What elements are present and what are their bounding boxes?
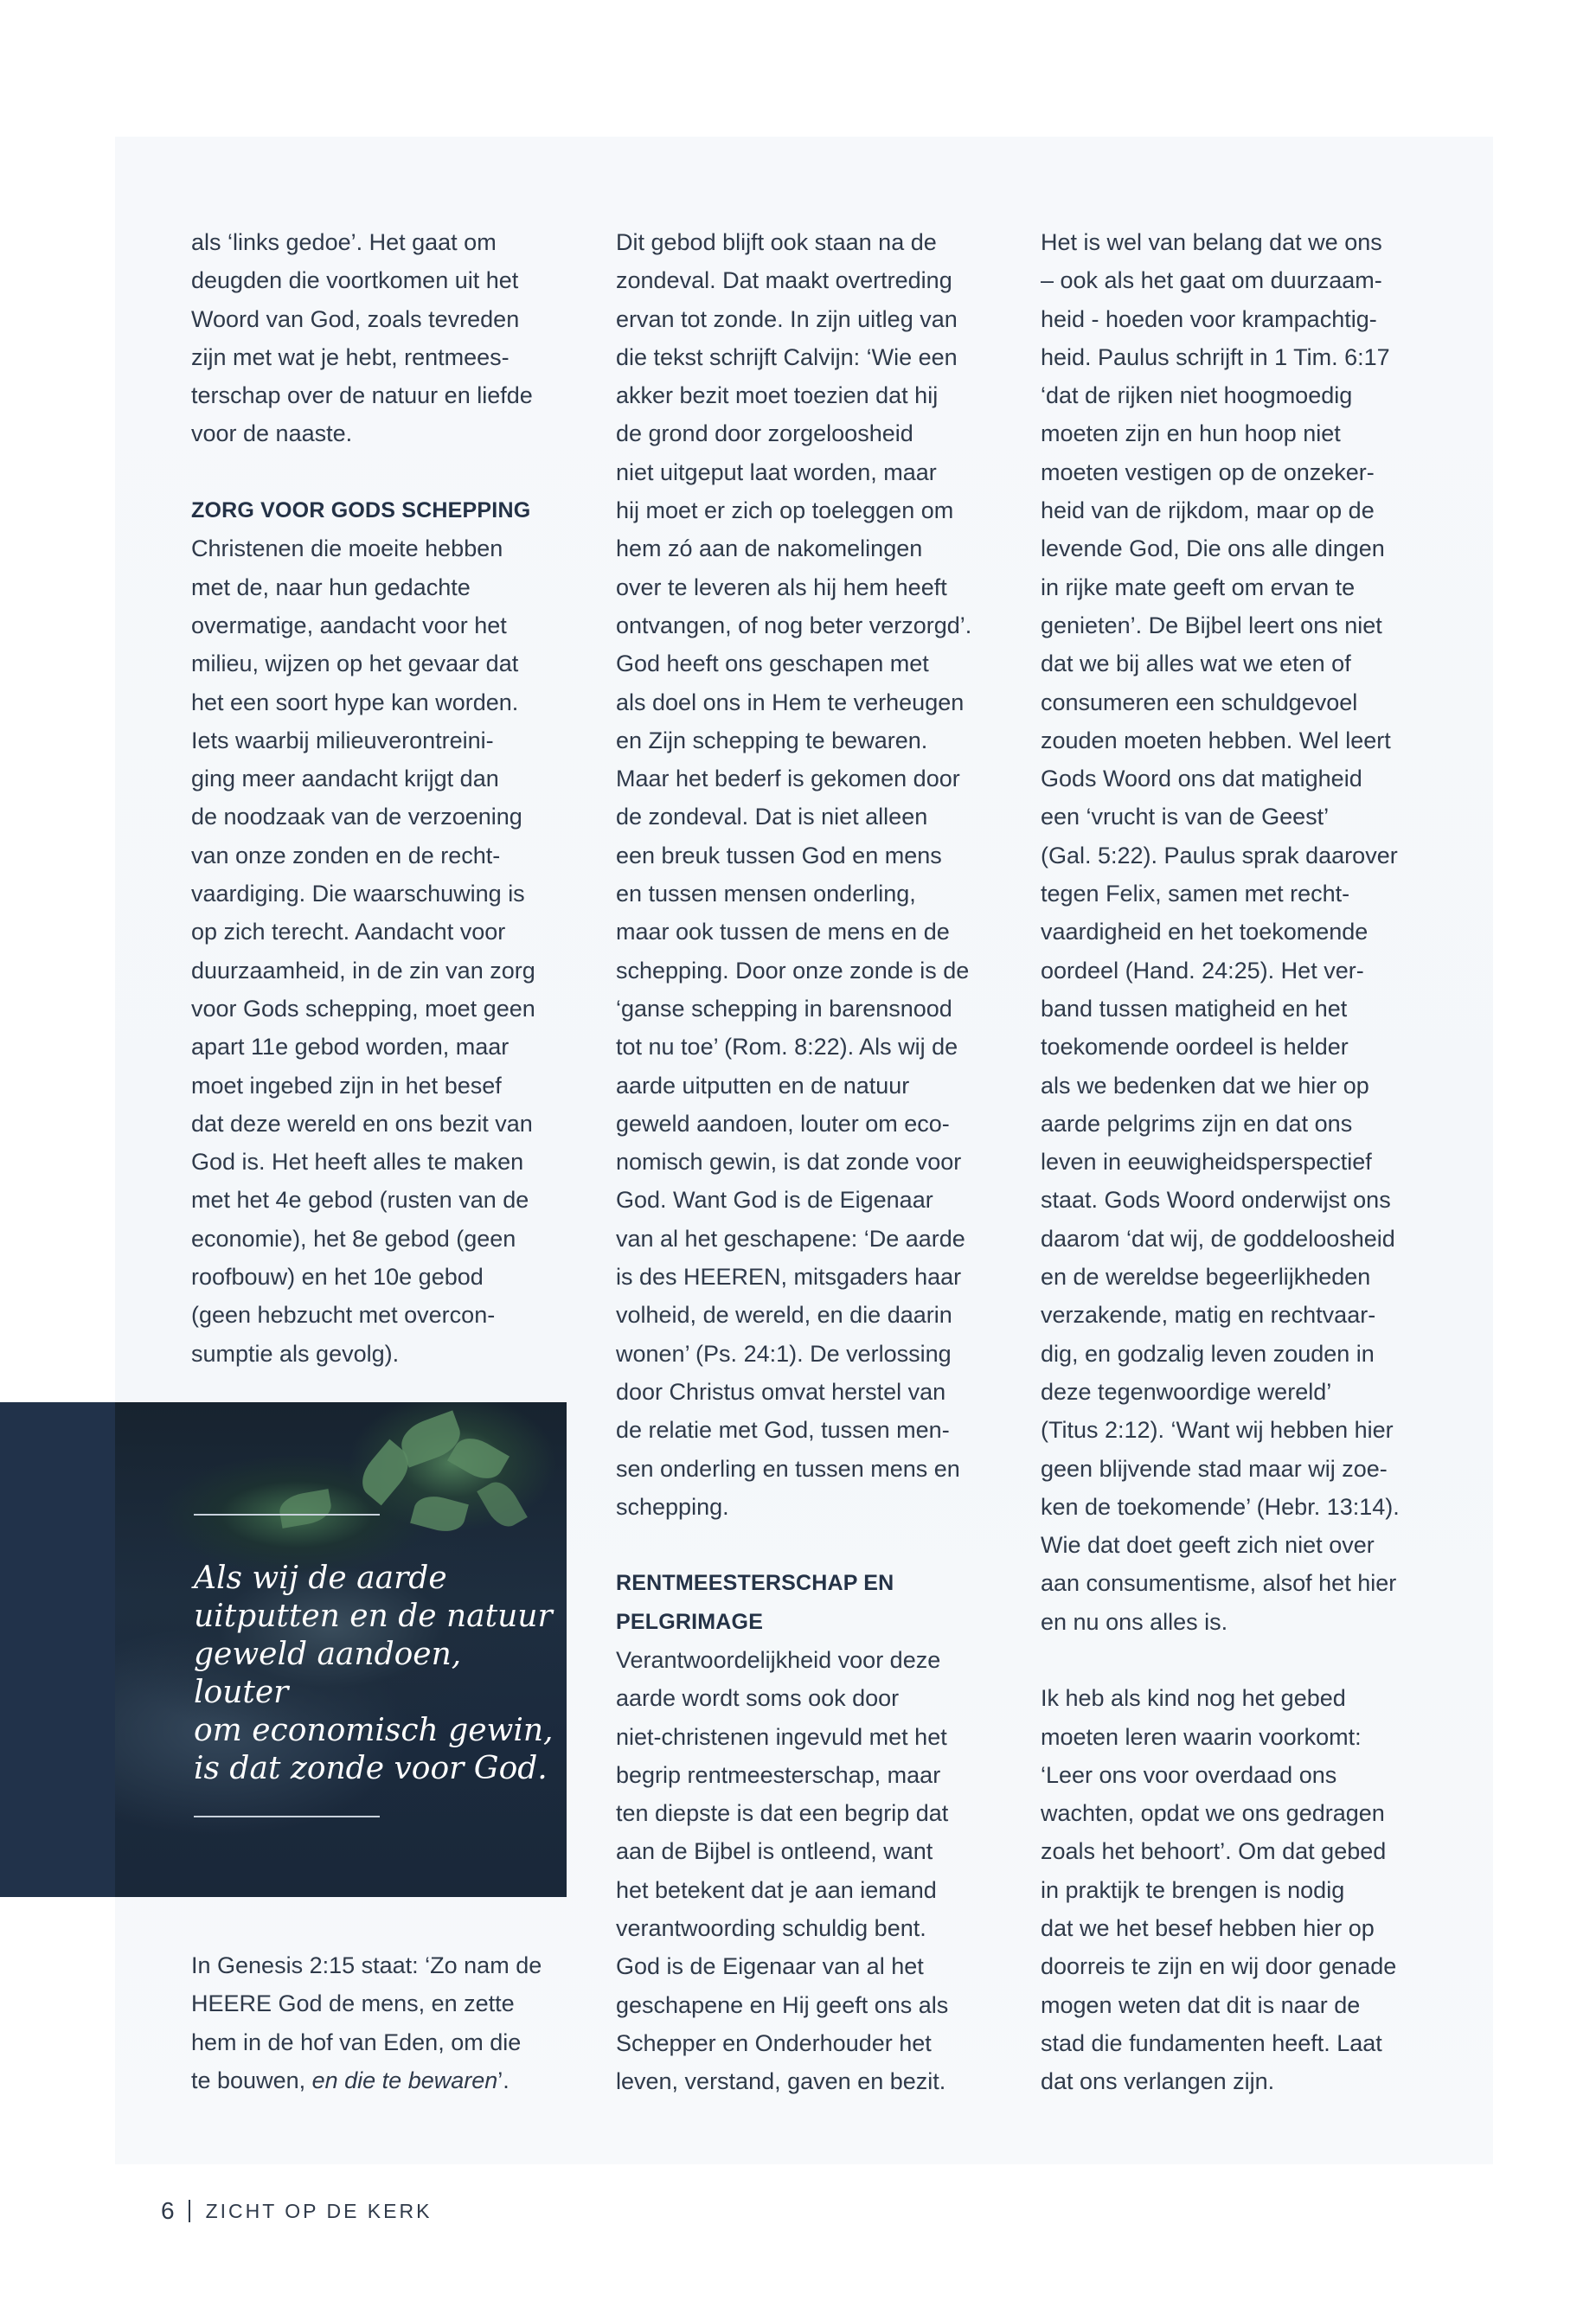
text-line: terschap over de natuur en liefde [191, 382, 533, 409]
page-number: 6 [161, 2197, 175, 2224]
text-line: zoals het behoort’. Om dat gebed [1041, 1838, 1387, 1865]
text-line: verantwoording schuldig bent. [616, 1915, 926, 1942]
text-line: begrip rentmeesterschap, maar [616, 1761, 941, 1788]
magazine-name: ZICHT OP DE KERK [205, 2199, 433, 2222]
page-footer [161, 2197, 432, 2225]
text-line: aan consumentisme, alsof het hier [1041, 1570, 1397, 1597]
text-line: heid van de rijkdom, maar op de [1041, 497, 1375, 524]
text-line: als doel ons in Hem te verheugen [616, 689, 965, 715]
quote-line-text: is dat zonde voor God. [194, 1751, 548, 1786]
text-line: aarde uitputten en de natuur [616, 1072, 910, 1099]
text-line: een ‘vrucht is van de Geest’ [1041, 804, 1330, 830]
text-line: hij moet er zich op toeleggen om [616, 497, 954, 524]
text-line: geschapene en Hij geeft ons als [616, 1991, 949, 2018]
column-1 [191, 223, 576, 1373]
text-line: moeten leren waarin voorkomt: [1041, 1723, 1362, 1750]
text-line: (Gal. 5:22). Paulus sprak daarover [1041, 842, 1398, 868]
text-italic: en die te bewaren [311, 2067, 498, 2093]
text-line: over te leveren als hij hem heeft [616, 574, 947, 600]
text-line: band tussen matigheid en het [1041, 995, 1348, 1022]
text-line: verzakende, matig en rechtvaar- [1041, 1302, 1376, 1329]
text-line: schepping. [616, 1493, 729, 1520]
col2-section-paragraph [616, 1641, 1001, 2101]
text-line: de grond door zorgeloosheid [616, 420, 913, 447]
text-line: milieu, wijzen op het gevaar dat [191, 651, 519, 677]
text-line: consumeren een schuldgevoel [1041, 689, 1358, 715]
text-line: deze tegenwoordige wereld’ [1041, 1378, 1332, 1405]
text-line: ken de toekomende’ (Hebr. 13:14). [1041, 1493, 1400, 1520]
text-line: met het 4e gebod (rusten van de [191, 1187, 529, 1214]
text-line: geweld aandoen, louter om eco- [616, 1110, 950, 1137]
text-line: Schepper en Onderhouder het [616, 2029, 932, 2056]
column-3 [1041, 223, 1426, 2101]
text-line: akker bezit moet toezien dat hij [616, 382, 939, 409]
text-line: ervan tot zonde. In zijn uitleg van [616, 305, 958, 332]
text-line: dat we het besef hebben hier op [1041, 1915, 1375, 1942]
text-line: Christenen die moeite hebben [191, 535, 503, 562]
text-plain: te bouwen, [191, 2067, 312, 2093]
text-line: ‘Leer ons voor overdaad ons [1041, 1761, 1337, 1788]
text-line: duurzaamheid, in de zin van zorg [191, 957, 535, 984]
quote-divider-top [194, 1514, 380, 1516]
quote-line-text: geweld aandoen, louter [194, 1637, 462, 1710]
text-line: Woord van God, zoals tevreden [191, 305, 520, 332]
plant-leaf-image [410, 1491, 469, 1536]
text-line: stad die fundamenten heeft. Laat [1041, 2029, 1382, 2056]
section-heading-pelgrimage: PELGRIMAGE [616, 1609, 764, 1634]
text-line: ‘dat de rijken niet hoogmoedig [1041, 382, 1353, 409]
decorative-dark-block [0, 1402, 121, 1897]
text-line: God. Want God is de Eigenaar [616, 1187, 933, 1214]
text-line: mogen weten dat dit is naar de [1041, 1991, 1361, 2018]
col3-paragraph [1041, 223, 1426, 1641]
col2-paragraph [616, 223, 1001, 1526]
column-2 [616, 223, 1001, 2101]
text-line: apart 11e gebod worden, maar [191, 1034, 510, 1061]
text-line: oordeel (Hand. 24:25). Het ver- [1041, 957, 1364, 984]
text-line: ontvangen, of nog beter verzorgd’. [616, 612, 972, 638]
text-line: die tekst schrijft Calvijn: ‘Wie een [616, 343, 958, 370]
text-line: – ook als het gaat om duurzaam- [1041, 267, 1382, 294]
text-line: sen onderling en tussen mens en [616, 1455, 960, 1482]
text-line: vaardigheid en het toekomende [1041, 919, 1368, 945]
text-line: leven in eeuwigheidsperspectief [1041, 1149, 1372, 1176]
text-line: (geen hebzucht met overcon- [191, 1302, 496, 1329]
text-line: is des HEEREN, mitsgaders haar [616, 1264, 962, 1291]
text-line: hem in de hof van Eden, om die [191, 2029, 522, 2055]
text-line: en Zijn schepping te bewaren. [616, 727, 928, 753]
column-1-bottom [191, 1946, 576, 2099]
col1-top-paragraph [191, 223, 576, 453]
text-line: als we bedenken dat we hier op [1041, 1072, 1369, 1099]
text-line: de noodzaak van de verzoening [191, 804, 522, 830]
text-line: van al het geschapene: ‘De aarde [616, 1225, 965, 1252]
text-line: roofbouw) en het 10e gebod [191, 1264, 484, 1291]
text-line: wachten, opdat we ons gedragen [1041, 1800, 1385, 1827]
text-line: Dit gebod blijft ook staan na de [616, 229, 937, 255]
text-line: een breuk tussen God en mens [616, 842, 942, 868]
text-line: leven, verstand, gaven en bezit. [616, 2068, 946, 2095]
text-line: moeten zijn en hun hoop niet [1041, 420, 1341, 447]
text-line: wonen’ (Ps. 24:1). De verlossing [616, 1340, 952, 1367]
text-line: Iets waarbij milieuverontreini- [191, 727, 494, 753]
text-line: God is. Het heeft alles te maken [191, 1149, 524, 1176]
text-line: de relatie met God, tussen men- [616, 1417, 950, 1444]
text-line: de zondeval. Dat is niet alleen [616, 804, 928, 830]
text-line: maar ook tussen de mens en de [616, 919, 950, 945]
text-line: deugden die voortkomen uit het [191, 267, 519, 294]
text-line: staat. Gods Woord onderwijst ons [1041, 1187, 1391, 1214]
text-line: HEERE God de mens, en zette [191, 1990, 515, 2017]
pull-quote-text [194, 1560, 557, 1788]
text-line: niet uitgeput laat worden, maar [616, 458, 937, 485]
text-line: hem zó aan de nakomelingen [616, 535, 923, 562]
text-line: genieten’. De Bijbel leert ons niet [1041, 612, 1382, 638]
plant-leaf-image [277, 1489, 333, 1529]
text-line: toekomende oordeel is helder [1041, 1034, 1349, 1061]
section-heading-rentmeesterschap: RENTMEESTERSCHAP EN [616, 1571, 894, 1596]
col3-final-paragraph [1041, 1679, 1426, 2100]
text-line: op zich terecht. Aandacht voor [191, 919, 506, 945]
text-plain: ’. [497, 2067, 510, 2093]
quote-line-text: Als wij de aarde [194, 1561, 447, 1596]
text-line: het een soort hype kan worden. [191, 689, 519, 715]
text-line: in rijke mate geeft om ervan te [1041, 574, 1356, 600]
text-line: Gods Woord ons dat matigheid [1041, 766, 1362, 792]
text-line: vaardiging. Die waarschuwing is [191, 881, 525, 907]
text-line: moeten vestigen op de onzeker- [1041, 458, 1375, 485]
text-line: dat ons verlangen zijn. [1041, 2068, 1275, 2095]
text-line: van onze zonden en de recht- [191, 842, 501, 868]
text-line: zouden moeten hebben. Wel leert [1041, 727, 1391, 753]
text-line: dig, en godzalig leven zouden in [1041, 1340, 1375, 1367]
text-line: moet ingebed zijn in het besef [191, 1072, 502, 1099]
text-line: Ik heb als kind nog het gebed [1041, 1685, 1346, 1712]
section-heading-zorg: ZORG VOOR GODS SCHEPPING [191, 498, 531, 523]
text-line: voor de naaste. [191, 420, 353, 447]
text-line: In Genesis 2:15 staat: ‘Zo nam de [191, 1952, 542, 1978]
text-line: Maar het bederf is gekomen door [616, 766, 960, 792]
text-line: niet-christenen ingevuld met het [616, 1723, 947, 1750]
text-line: in praktijk te brengen is nodig [1041, 1876, 1345, 1903]
text-line: met de, naar hun gedachte [191, 574, 471, 600]
text-line: God heeft ons geschapen met [616, 651, 929, 677]
text-line: ‘ganse schepping in barensnood [616, 995, 952, 1022]
text-line: Het is wel van belang dat we ons [1041, 229, 1382, 255]
text-line: heid. Paulus schrijft in 1 Tim. 6:17 [1041, 343, 1390, 370]
text-line: doorreis te zijn en wij door genade [1041, 1953, 1397, 1980]
text-line: Wie dat doet geeft zich niet over [1041, 1532, 1375, 1559]
text-line: zijn met wat je hebt, rentmees- [191, 343, 510, 370]
text-line: en de wereldse begeerlijkheden [1041, 1264, 1371, 1291]
text-line: dat we bij alles wat we eten of [1041, 651, 1351, 677]
text-line: ging meer aandacht krijgt dan [191, 766, 499, 792]
text-line: voor Gods schepping, moet geen [191, 995, 535, 1022]
quote-line-text: om economisch gewin, [194, 1713, 554, 1748]
text-line: levende God, Die ons alle dingen [1041, 535, 1385, 562]
text-line: aan de Bijbel is ontleend, want [616, 1838, 933, 1865]
text-line: geen blijvende stad maar wij zoe- [1041, 1455, 1388, 1482]
quote-divider-bottom [194, 1816, 380, 1817]
text-line: heid - hoeden voor krampachtig- [1041, 305, 1377, 332]
text-line: God is de Eigenaar van al het [616, 1953, 924, 1980]
pull-quote-image [115, 1402, 567, 1897]
text-line: schepping. Door onze zonde is de [616, 957, 970, 984]
text-line: overmatige, aandacht voor het [191, 612, 507, 638]
text-line [191, 2061, 576, 2099]
text-line: ten diepste is dat een begrip dat [616, 1800, 949, 1827]
footer-divider [189, 2200, 190, 2222]
quote-line-text: uitputten en de natuur [194, 1599, 553, 1634]
text-line: daarom ‘dat wij, de goddeloosheid [1041, 1225, 1395, 1252]
text-line: tot nu toe’ (Rom. 8:22). Als wij de [616, 1034, 958, 1061]
text-line: aarde pelgrims zijn en dat ons [1041, 1110, 1353, 1137]
text-line: dat deze wereld en ons bezit van [191, 1110, 533, 1137]
text-line: en tussen mensen onderling, [616, 881, 916, 907]
text-line: Verantwoordelijkheid voor deze [616, 1646, 941, 1673]
text-line: nomisch gewin, is dat zonde voor [616, 1149, 962, 1176]
text-line: tegen Felix, samen met recht- [1041, 881, 1350, 907]
col1-section-paragraph [191, 529, 576, 1373]
text-line: sumptie als gevolg). [191, 1340, 400, 1367]
text-line: het betekent dat je aan iemand [616, 1876, 937, 1903]
text-line: als ‘links gedoe’. Het gaat om [191, 229, 497, 255]
plant-leaf-image [477, 1476, 528, 1533]
text-line: economie), het 8e gebod (geen [191, 1225, 516, 1252]
text-line: door Christus omvat herstel van [616, 1378, 946, 1405]
text-line: volheid, de wereld, en die daarin [616, 1302, 952, 1329]
text-line: zondeval. Dat maakt overtreding [616, 267, 952, 294]
text-line: en nu ons alles is. [1041, 1608, 1228, 1635]
text-line: aarde wordt soms ook door [616, 1685, 900, 1712]
text-line: (Titus 2:12). ‘Want wij hebben hier [1041, 1417, 1394, 1444]
